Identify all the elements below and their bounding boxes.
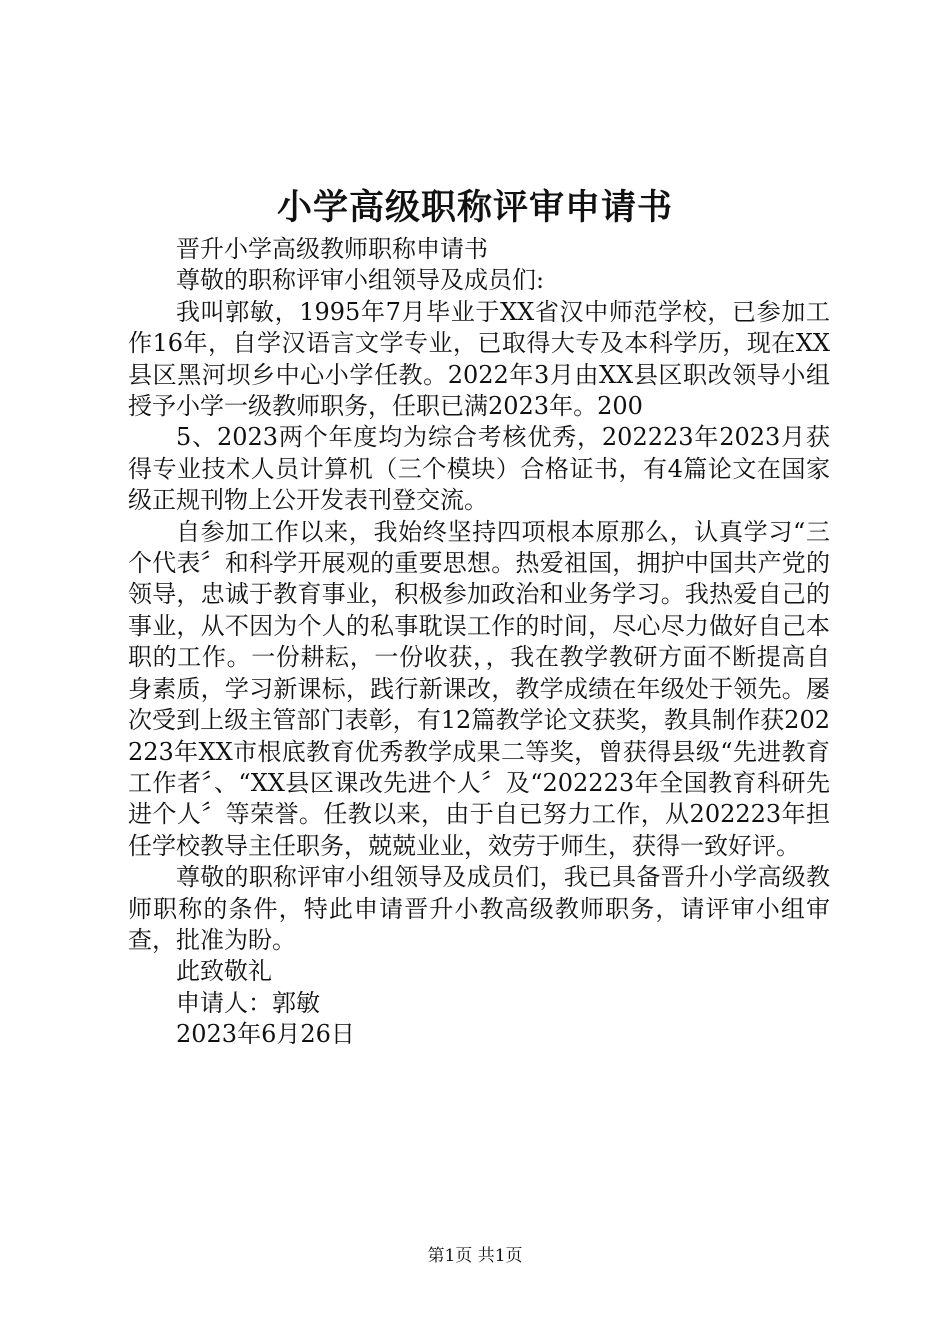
page-number-footer: 第1页 共1页 xyxy=(427,1246,523,1266)
applicant-signature: 申请人：郭敏 xyxy=(176,988,320,1017)
letter-heading: 晋升小学高级教师职称申请书 xyxy=(176,235,488,263)
body-paragraph: 自参加工作以来，我始终坚持四项根本原那么，认真学习“三个代表〞和科学开展观的重要思想。热爱祖国，拥护中国共产党的领导，忠诚于教育事业，积极参加政治和业务学习。我热爱自己的事业，从不因为个人的私事耽误工作的时间，尽心尽力做好自己本职的工作。一份耕耘，一份收获，，我在教学教研方面不断提高自身素质，学习新课标，践行新课改，教学成绩在年级处于领先。屡次受到上级主管部门表彰，有12篇教学论文获奖，教具制作获202223年XX市根底教育优秀教学成果二等奖，曾获得县级“先进教育工作者〞、“XX县区课改先进个人〞及“202223年全国教育科研先进个人〞等荣誉。任教以来，由于自已努力工作，从202223年担任学校教导主任职务，兢兢业业，效劳于师生，获得一致好评。 xyxy=(128,517,830,860)
body-paragraph: 我叫郭敏，1995年7月毕业于XX省汉中师范学校，已参加工作16年，自学汉语言文学专业，已取得大专及本科学历，现在XX县区黑河坝乡中心小学任教。2022年3月由XX县区职改领导小组授予小学一级教师职务，任职已满2023年。200 xyxy=(128,297,830,421)
body-paragraph: 尊敬的职称评审小组领导及成员们，我已具备晋升小学高级教师职称的条件，特此申请晋升小教高级教师职务，请评审小组审查，批准为盼。 xyxy=(128,863,830,954)
salutation: 尊敬的职称评审小组领导及成员们: xyxy=(176,266,545,295)
document-body xyxy=(128,234,830,1051)
closing: 此致敬礼 xyxy=(176,957,272,986)
letter-date: 2023年6月26日 xyxy=(176,1020,355,1049)
body-paragraph: 5、2023两个年度均为综合考核优秀，202223年2023月获得专业技术人员计算机（三个模块）合格证书，有4篇论文在国家级正规刊物上公开发表刊登交流。 xyxy=(128,423,830,515)
document-title: 小学高级职称评审申请书 xyxy=(276,187,673,228)
